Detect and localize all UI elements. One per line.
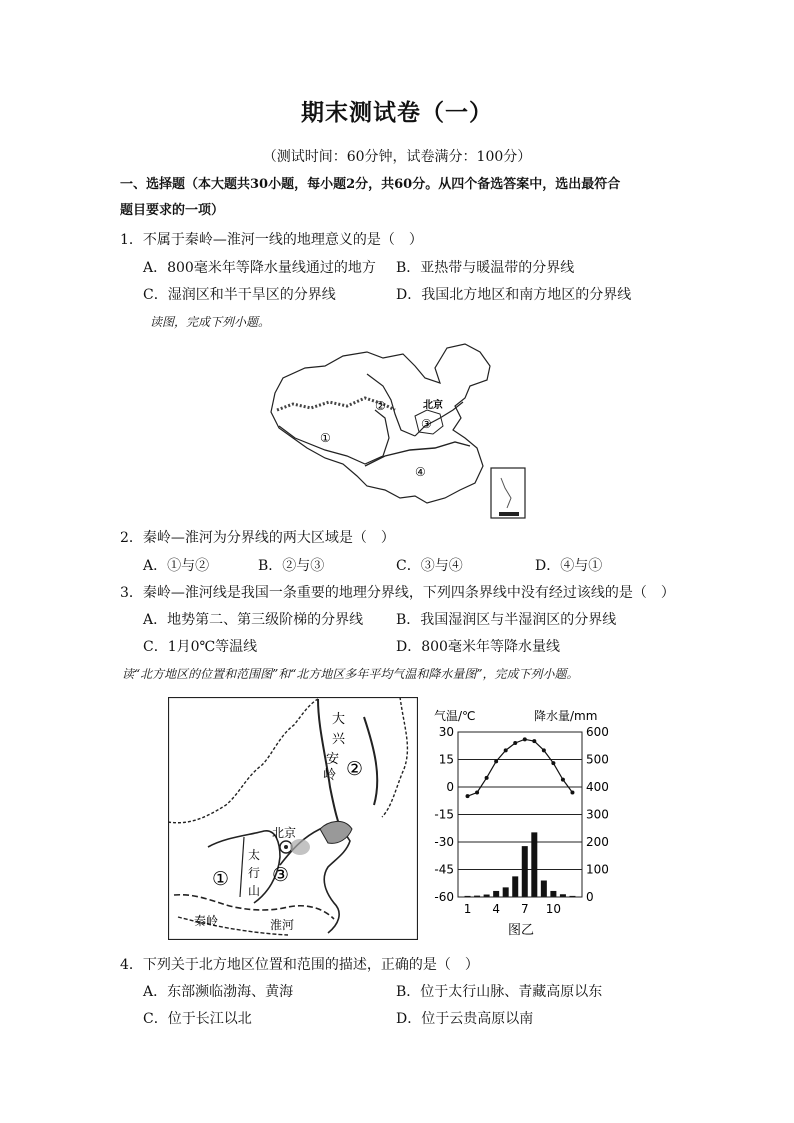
map2-label-ling: 岭 bbox=[323, 768, 337, 783]
temperature-point bbox=[475, 791, 479, 795]
china-outline bbox=[271, 344, 490, 503]
q4-option-b[interactable]: B．位于太行山脉、青藏高原以东 bbox=[396, 984, 603, 1000]
temperature-point bbox=[485, 776, 489, 780]
left-tick-label: 15 bbox=[438, 752, 454, 767]
climate-chart bbox=[424, 705, 624, 940]
temperature-polyline bbox=[468, 739, 573, 796]
q3-option-b[interactable]: B．我国湿润区与半湿润区的分界线 bbox=[396, 612, 617, 628]
qinghai-tibet-boundary bbox=[279, 410, 389, 464]
temperature-point bbox=[551, 761, 555, 765]
temperature-point bbox=[466, 794, 470, 798]
north-china-map bbox=[168, 697, 418, 940]
left-tick-label: -45 bbox=[434, 862, 454, 877]
instruction-note-1: 读图，完成下列小题。 bbox=[150, 315, 271, 329]
temperature-point bbox=[532, 739, 536, 743]
q4-option-d[interactable]: D．位于云贵高原以南 bbox=[396, 1011, 534, 1027]
temperature-point bbox=[504, 748, 508, 752]
map2-label-qinling: 秦岭 bbox=[194, 914, 219, 928]
map2-label-beijing: 北京 bbox=[272, 826, 297, 840]
question-1-stem: 1．不属于秦岭—淮河一线的地理意义的是（ ） bbox=[120, 232, 423, 248]
temperature-point bbox=[523, 737, 527, 741]
right-tick-label: 500 bbox=[586, 752, 609, 767]
precipitation-bar bbox=[522, 846, 528, 897]
page-title: 期末测试卷（一） bbox=[301, 100, 493, 126]
q4-option-c[interactable]: C．位于长江以北 bbox=[143, 1011, 252, 1027]
x-tick-label: 1 bbox=[463, 902, 472, 916]
section-heading bbox=[120, 172, 680, 224]
q1-option-a[interactable]: A．800毫米年等降水量线通过的地方 bbox=[143, 260, 376, 276]
right-tick-label: 400 bbox=[586, 780, 609, 794]
right-tick-label: 0 bbox=[586, 890, 594, 904]
q3-option-a[interactable]: A．地势第二、第三级阶梯的分界线 bbox=[143, 612, 364, 628]
map2-label-an: 安 bbox=[326, 752, 340, 767]
right-tick-label: 200 bbox=[586, 835, 609, 849]
q2-option-d[interactable]: D．④与① bbox=[535, 558, 603, 574]
q2-option-c[interactable]: C．③与④ bbox=[396, 558, 463, 574]
north-china-plain-shade bbox=[290, 839, 310, 855]
right-tick-label: 300 bbox=[586, 807, 609, 822]
right-tick-label: 100 bbox=[586, 862, 609, 877]
section-heading-line2: 题目要求的一项） bbox=[120, 203, 225, 218]
map1-label-beijing: 北京 bbox=[423, 400, 443, 411]
map2-label-shan: 山 bbox=[248, 884, 261, 898]
left-tick-label: -15 bbox=[434, 807, 454, 822]
precipitation-bar bbox=[493, 891, 499, 897]
map2-label-xing: 兴 bbox=[332, 732, 346, 747]
page-subtitle: （测试时间：60分钟，试卷满分：100分） bbox=[262, 149, 532, 165]
right-tick-label: 600 bbox=[586, 725, 609, 739]
left-tick-label: 30 bbox=[438, 725, 454, 739]
north-south-boundary bbox=[365, 442, 470, 466]
left-tick-labels bbox=[434, 725, 454, 904]
map1-label-1: ① bbox=[320, 431, 331, 445]
x-tick-label: 10 bbox=[545, 902, 562, 916]
question-2-stem: 2．秦岭—淮河为分界线的两大区域是（ ） bbox=[120, 530, 395, 546]
left-tick-label: -30 bbox=[434, 835, 454, 849]
left-tick-label: -60 bbox=[434, 890, 454, 904]
right-tick-labels bbox=[586, 725, 609, 904]
precipitation-bar bbox=[550, 891, 556, 897]
map2-label-1: ① bbox=[212, 868, 230, 890]
precipitation-bar bbox=[541, 881, 547, 898]
temperature-point bbox=[494, 759, 498, 763]
map2-label-hang: 行 bbox=[248, 866, 261, 880]
temperature-point bbox=[561, 778, 565, 782]
q1-option-b[interactable]: B．亚热带与暖温带的分界线 bbox=[396, 260, 575, 276]
question-4-stem: 4．下列关于北方地区位置和范围的描述，正确的是（ ） bbox=[120, 957, 479, 973]
q3-option-d[interactable]: D．800毫米年等降水量线 bbox=[396, 639, 560, 655]
temperature-point bbox=[513, 741, 517, 745]
question-3-stem: 3．秦岭—淮河线是我国一条重要的地理分界线，下列四条界线中没有经过该线的是（ ） bbox=[120, 585, 675, 601]
precipitation-bar bbox=[503, 887, 509, 897]
map2-label-huaihe: 淮河 bbox=[270, 918, 295, 932]
left-axis-title: 气温/℃ bbox=[434, 709, 476, 723]
x-tick-label: 7 bbox=[520, 902, 529, 916]
chart-grid bbox=[458, 732, 582, 897]
precipitation-bar bbox=[531, 832, 537, 897]
q2-option-b[interactable]: B．②与③ bbox=[258, 558, 325, 574]
map1-label-4: ④ bbox=[415, 465, 426, 479]
map1-label-2: ② bbox=[375, 399, 386, 413]
map2-label-da: 大 bbox=[332, 712, 346, 727]
chart-caption: 图乙 bbox=[508, 923, 535, 938]
temperature-line bbox=[466, 737, 575, 798]
left-tick-label: 0 bbox=[446, 780, 454, 794]
map2-label-2: ② bbox=[346, 758, 364, 780]
x-tick-label: 4 bbox=[492, 902, 500, 916]
right-axis-title: 降水量/mm bbox=[534, 709, 598, 723]
q4-option-a[interactable]: A．东部濒临渤海、黄海 bbox=[143, 984, 294, 1000]
map2-label-tai: 太 bbox=[248, 848, 261, 862]
temperature-point bbox=[570, 791, 574, 795]
precipitation-bar bbox=[512, 876, 518, 897]
map2-label-3: ③ bbox=[272, 864, 290, 886]
x-tick-labels bbox=[464, 902, 561, 916]
q1-option-c[interactable]: C．湿润区和半干旱区的分界线 bbox=[143, 287, 336, 303]
q1-option-d[interactable]: D．我国北方地区和南方地区的分界线 bbox=[396, 287, 632, 303]
q2-option-a[interactable]: A．①与② bbox=[143, 558, 210, 574]
map1-label-3: ③ bbox=[421, 417, 432, 431]
section-heading-line1: 一、选择题（本大题共30小题，每小题2分，共60分。从四个备选答案中，选出最符合 bbox=[120, 177, 621, 192]
china-regions-map bbox=[265, 338, 540, 523]
instruction-note-2: 读“北方地区的位置和范围图”和“北方地区多年平均气温和降水量图”，完成下列小题。 bbox=[122, 667, 579, 681]
temperature-point bbox=[542, 748, 546, 752]
q3-option-c[interactable]: C．1月0℃等温线 bbox=[143, 639, 258, 655]
